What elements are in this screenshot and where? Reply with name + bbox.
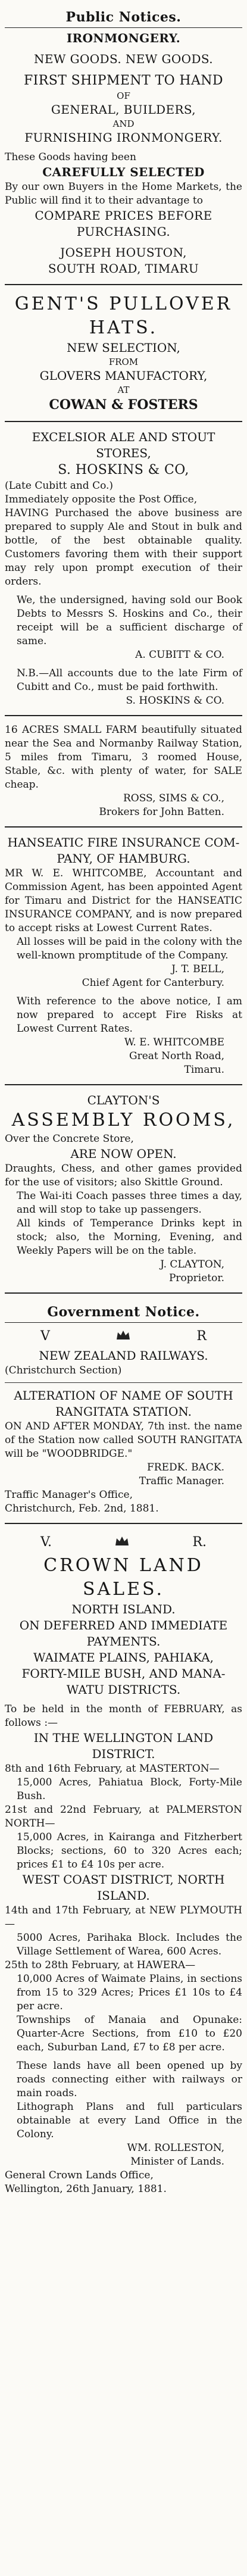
claytons-line3: ARE NOW OPEN. — [70, 1147, 177, 1161]
claytons-body3: All kinds of Temperance Drinks kept in stock; also, the Morning, Evening, and Weekly Papers will be on the table. — [17, 1217, 242, 1257]
royal-cipher — [5, 1531, 242, 1554]
crown-l3: 21st and 22nd February, at PALMERSTON NORTH— — [5, 1804, 242, 1829]
railways-place: Christchurch, Feb. 2nd, 1881. — [5, 1503, 159, 1515]
hanseatic-sig1b: Chief Agent for Canterbury. — [82, 977, 224, 989]
crown-closing: These lands have all been opened up by roads connecting either with railways or main roads. — [17, 2060, 242, 2099]
and-line: AND — [112, 118, 135, 129]
crown-dist2: DISTRICT. — [92, 1747, 155, 1761]
railways-title: NEW ZEALAND RAILWAYS. — [39, 1348, 208, 1363]
hanseatic-body2: All losses will be paid in the colony with the well-known promptitude of the Company. — [17, 936, 242, 961]
crown-place: Wellington, 26th January, 1881. — [5, 2183, 167, 2195]
hanseatic-advert — [5, 835, 242, 1077]
crown-l9: Townships of Manaia and Opunake: Quarter-Acre Sections, from £10 to £20 each, Suburban Land, £7 to £8 per acre. — [17, 2014, 242, 2053]
pullover-hats-advert — [5, 292, 242, 414]
crown-l2: 15,000 Acres, Pahiatua Block, Forty-Mile Bush. — [17, 1776, 242, 1802]
claytons-title: CLAYTON'S — [87, 1093, 160, 1107]
crown-l8: 10,000 Acres of Waimate Plains, in sections from 15 to 329 Acres; Prices £1 10s to £4 per acre. — [17, 1973, 242, 2012]
crown-deferred1: ON DEFERRED AND IMMEDIATE — [19, 1618, 228, 1632]
excelsior-sig1: A. CUBITT & CO. — [135, 649, 224, 661]
excelsior-title1: EXCELSIOR ALE AND STOUT — [32, 430, 215, 444]
claytons-body2: The Wai-iti Coach passes three times a day, and will stop to take up passengers. — [17, 1190, 242, 1216]
crown-sig: WM. ROLLESTON, — [127, 2142, 224, 2154]
cipher-r: R. — [192, 1535, 207, 1550]
crown-west2: ISLAND. — [97, 1888, 150, 1903]
crown-waimate2: FORTY-MILE BUSH, AND MANA- — [21, 1666, 226, 1681]
excelsior-body2: We, the undersigned, having sold our Book Debts to Messrs S. Hoskins and Co., their receipt will be a sufficient discharge of same. — [17, 594, 242, 647]
crown-icon — [115, 1329, 131, 1344]
hanseatic-sig2c: Timaru. — [184, 1064, 224, 1076]
railways-advert — [5, 1325, 242, 1516]
first-shipment-line: FIRST SHIPMENT TO HAND — [24, 73, 223, 88]
excelsior-body: HAVING Purchased the above business are prepared to supply Ale and Stout in bulk and bottle, of the best obtainable quality. Customers favoring them with their support may rely upon prompt execution of their orders. — [5, 507, 242, 588]
railways-office: Traffic Manager's Office, — [5, 1489, 133, 1501]
goods-para3: By our own Buyers in the Home Markets, the Public will find it to their advantage to — [5, 181, 242, 207]
public-notices-header: Public Notices. — [5, 6, 242, 28]
government-notice-header: Government Notice. — [5, 1301, 242, 1323]
cipher-r: R — [196, 1329, 207, 1344]
excelsior-advert — [5, 429, 242, 708]
hanseatic-body3: With reference to the above notice, I am now prepared to accept Fire Risks at Lowest Current Rates. — [17, 995, 242, 1035]
railways-alter2: RANGITATA STATION. — [55, 1404, 192, 1419]
crown-l5: 14th and 17th February, at NEW PLYMOUTH— — [5, 1904, 242, 1930]
advert-column — [5, 0, 242, 2196]
crown-office: General Crown Lands Office, — [5, 2169, 154, 2181]
pullover-line5: AT — [117, 385, 130, 395]
pullover-title: GENT'S PULLOVER HATS. — [14, 293, 233, 338]
excelsior-sig2: S. HOSKINS & CO. — [126, 695, 224, 707]
claytons-line2: Over the Concrete Store, — [5, 1133, 134, 1145]
cipher-v: V — [40, 1329, 50, 1344]
farm-sig: ROSS, SIMS & CO., — [123, 792, 224, 804]
crown-waimate3: WATU DISTRICTS. — [66, 1682, 181, 1697]
pullover-line3: FROM — [108, 357, 139, 367]
crown-held: To be held in the month of FEBRUARY, as follows :— — [5, 1703, 242, 1729]
goods-para4: COMPARE PRICES BEFORE PURCHASING. — [35, 208, 212, 239]
claytons-title2: ASSEMBLY ROOMS, — [11, 1110, 236, 1131]
divider — [5, 1292, 242, 1294]
houston-name: JOSEPH HOUSTON, — [60, 245, 187, 260]
railways-sig2: Traffic Manager. — [139, 1475, 224, 1487]
excelsior-opposite: Immediately opposite the Post Office, — [5, 494, 198, 505]
claytons-sig: J. CLAYTON, — [160, 1259, 224, 1270]
hanseatic-body: MR W. E. WHITCOMBE, Accountant and Commission Agent, has been appointed Agent for Timaru and District for the HANSEATIC INSURANCE COMPANY, and is now prepared to accept risks at Lowest Current Rates. — [5, 867, 242, 934]
excelsior-title2: STORES, — [96, 446, 151, 460]
claytons-sig2: Proprietor. — [168, 1272, 224, 1284]
pullover-line4: GLOVERS MANUFACTORY, — [39, 369, 208, 383]
hanseatic-sig1: J. T. BELL, — [171, 963, 224, 975]
excelsior-firm: S. HOSKINS & CO, — [58, 463, 189, 477]
crown-west1: WEST COAST DISTRICT, NORTH — [22, 1872, 225, 1887]
crown-l1: 8th and 16th February, at MASTERTON— — [5, 1763, 220, 1775]
divider — [5, 1523, 242, 1524]
crown-deferred2: PAYMENTS. — [86, 1634, 161, 1648]
claytons-advert — [5, 1092, 242, 1285]
crown-dist1: IN THE WELLINGTON LAND — [33, 1731, 214, 1745]
hanseatic-title2: PANY, OF HAMBURG. — [57, 851, 190, 866]
divider — [5, 1084, 242, 1085]
farm-body: 16 ACRES SMALL FARM beautifully situated near the Sea and Normanby Railway Station, 5 miles from Timaru, 3 roomed House, Stable, &c. with plenty of water, for SALE cheap. — [5, 724, 242, 791]
crown-l4: 15,000 Acres, in Kairanga and Fitzherbert Blocks; sections, 60 to 320 Acres each; prices £1 to £4 10s per acre. — [17, 1831, 242, 1871]
of-line: OF — [117, 90, 130, 101]
houston-address: SOUTH ROAD, TIMARU — [48, 261, 199, 276]
crown-sig2: Minister of Lands. — [130, 2156, 224, 2168]
divider — [5, 1382, 242, 1383]
crown-title: CROWN LAND SALES. — [43, 1555, 204, 1600]
excelsior-late: (Late Cubitt and Co.) — [5, 480, 114, 492]
divider — [5, 421, 242, 422]
crown-icon — [114, 1535, 130, 1550]
crown-lands-advert — [5, 1531, 242, 2196]
railways-body: ON AND AFTER MONDAY, 7th inst. the name of the Station now called SOUTH RANGITATA will be "WOODBRIDGE." — [5, 1420, 242, 1460]
general-line: GENERAL, BUILDERS, — [51, 102, 196, 117]
goods-para1: These Goods having been — [5, 151, 136, 163]
crown-litho: Lithograph Plans and full particulars obtainable at every Land Office in the Colony. — [17, 2101, 242, 2140]
ironmongery-advert — [5, 30, 242, 277]
claytons-body: Draughts, Chess, and other games provided for the use of visitors; also Skittle Ground. — [5, 1163, 242, 1188]
pullover-line6: COWAN & FOSTERS — [49, 397, 198, 413]
hanseatic-title1: HANSEATIC FIRE INSURANCE COM- — [7, 835, 240, 850]
furnishing-line: FURNISHING IRONMONGERY. — [24, 130, 223, 145]
new-goods-line: NEW GOODS. NEW GOODS. — [33, 52, 214, 66]
divider — [5, 826, 242, 828]
cipher-v: V. — [40, 1535, 52, 1550]
crown-waimate1: WAIMATE PLAINS, PAHIAKA, — [33, 1650, 214, 1665]
crown-north: NORTH ISLAND. — [71, 1602, 176, 1616]
hanseatic-sig2b: Great North Road, — [129, 1050, 224, 1062]
farm-sig2: Brokers for John Batten. — [99, 806, 224, 818]
railways-sub: (Christchurch Section) — [5, 1365, 122, 1376]
royal-cipher — [5, 1325, 242, 1348]
hanseatic-sig2: W. E. WHITCOMBE — [124, 1036, 224, 1048]
ironmongery-title: IRONMONGERY. — [66, 31, 181, 45]
excelsior-nb: N.B.—All accounts due to the late Firm of Cubitt and Co., must be paid forthwith. — [17, 667, 242, 693]
divider — [5, 715, 242, 716]
crown-l6: 5000 Acres, Parihaka Block. Includes the Village Settlement of Warea, 600 Acres. — [17, 1932, 242, 1957]
farm-advert — [5, 723, 242, 819]
pullover-line2: NEW SELECTION, — [67, 341, 180, 355]
divider — [5, 284, 242, 285]
railways-sig: FREDK. BACK. — [146, 1462, 224, 1473]
railways-alter1: ALTERATION OF NAME OF SOUTH — [14, 1388, 233, 1403]
goods-para2: CAREFULLY SELECTED — [42, 165, 205, 179]
crown-l7: 25th to 28th February, at HAWERA— — [5, 1959, 196, 1971]
